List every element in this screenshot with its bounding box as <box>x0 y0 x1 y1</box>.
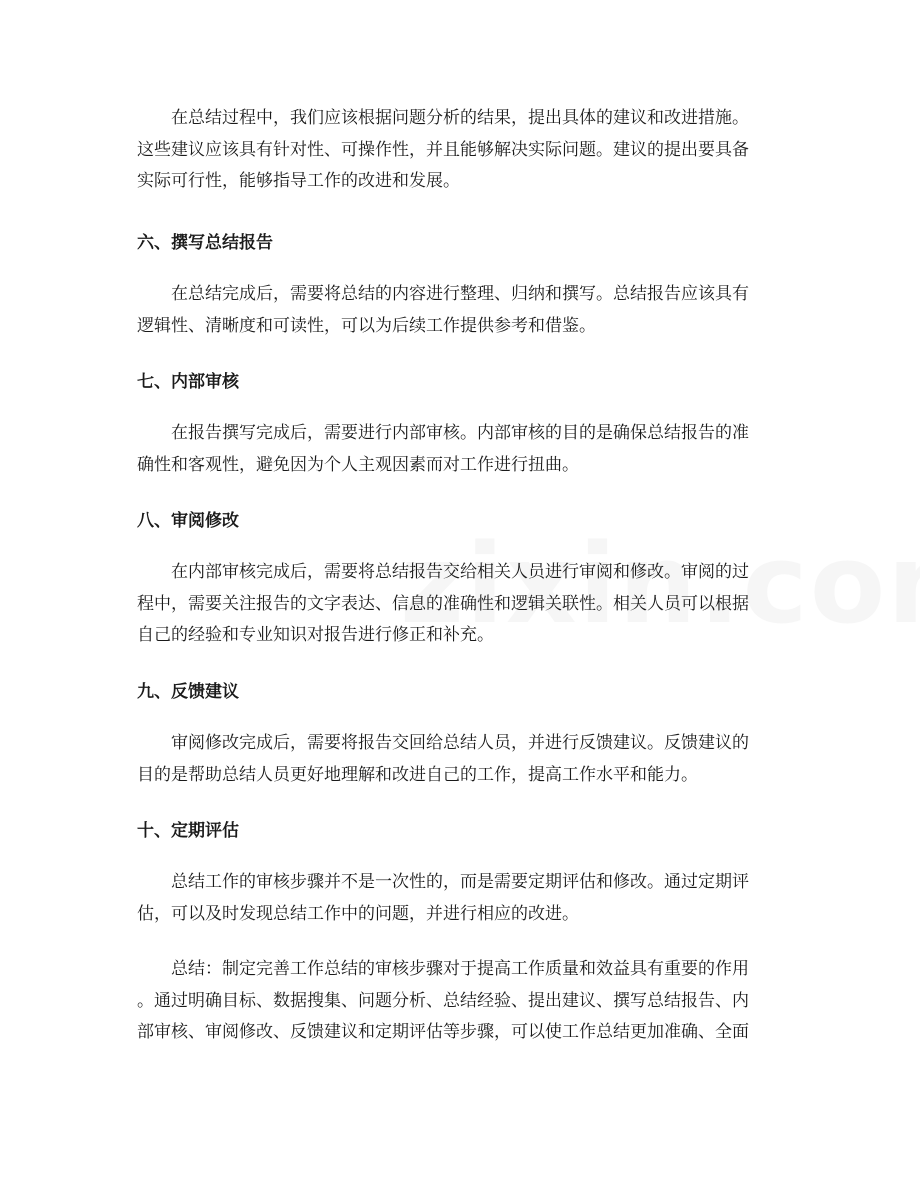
section-heading-6 <box>137 231 787 255</box>
paragraph-line: 实际可行性，能够指导工作的改进和发展。 <box>137 171 460 191</box>
heading-text: 八、审阅修改 <box>137 511 239 531</box>
paragraph-line: 审阅修改完成后，需要将报告交回给总结人员，并进行反馈建议。反馈建议的 <box>137 733 749 753</box>
paragraph-line: 总结：制定完善工作总结的审核步骤对于提高工作质量和效益具有重要的作用 <box>137 959 749 979</box>
paragraph-periodic-evaluation <box>137 867 787 930</box>
paragraph-line: 自己的经验和专业知识对报告进行修正和补充。 <box>137 625 494 645</box>
paragraph-line: 确性和客观性，避免因为个人主观因素而对工作进行扭曲。 <box>137 454 579 475</box>
paragraph-line: 在内部审核完成后，需要将总结报告交给相关人员进行审阅和修改。审阅的过 <box>137 562 749 582</box>
paragraph-line: 程中，需要关注报告的文字表达、信息的准确性和逻辑关联性。相关人员可以根据 <box>137 593 749 614</box>
paragraph-suggestions <box>137 103 787 198</box>
paragraph-line: 这些建议应该具有针对性、可操作性，并且能够解决实际问题。建议的提出要具备 <box>137 139 749 160</box>
paragraph-write-report <box>137 279 787 342</box>
paragraph-feedback <box>137 728 787 791</box>
paragraph-internal-review <box>137 418 787 481</box>
paragraph-line: 在总结完成后，需要将总结的内容进行整理、归纳和撰写。总结报告应该具有 <box>137 284 749 304</box>
heading-text: 六、撰写总结报告 <box>137 233 273 253</box>
heading-text: 九、反馈建议 <box>137 682 239 702</box>
paragraph-line: 在报告撰写完成后，需要进行内部审核。内部审核的目的是确保总结报告的准 <box>137 423 749 443</box>
paragraph-line: 估，可以及时发现总结工作中的问题，并进行相应的改进。 <box>137 903 579 924</box>
paragraph-line: 在总结过程中，我们应该根据问题分析的结果，提出具体的建议和改进措施。 <box>137 108 749 128</box>
section-heading-7 <box>137 370 787 394</box>
paragraph-line: 逻辑性、清晰度和可读性，可以为后续工作提供参考和借鉴。 <box>137 315 596 336</box>
paragraph-conclusion <box>137 954 787 1049</box>
section-heading-10 <box>137 819 787 843</box>
paragraph-line: 。通过明确目标、数据搜集、问题分析、总结经验、提出建议、撰写总结报告、内 <box>137 990 749 1011</box>
paragraph-line: 目的是帮助总结人员更好地理解和改进自己的工作，提高工作水平和能力。 <box>137 764 698 785</box>
heading-text: 十、定期评估 <box>137 821 239 841</box>
section-heading-8 <box>137 509 787 533</box>
section-heading-9 <box>137 680 787 704</box>
paragraph-line: 部审核、审阅修改、反馈建议和定期评估等步骤，可以使工作总结更加准确、全面 <box>137 1022 749 1042</box>
heading-text: 七、内部审核 <box>137 372 239 392</box>
paragraph-line: 总结工作的审核步骤并不是一次性的，而是需要定期评估和修改。通过定期评 <box>137 872 749 892</box>
paragraph-review-revise <box>137 557 787 652</box>
